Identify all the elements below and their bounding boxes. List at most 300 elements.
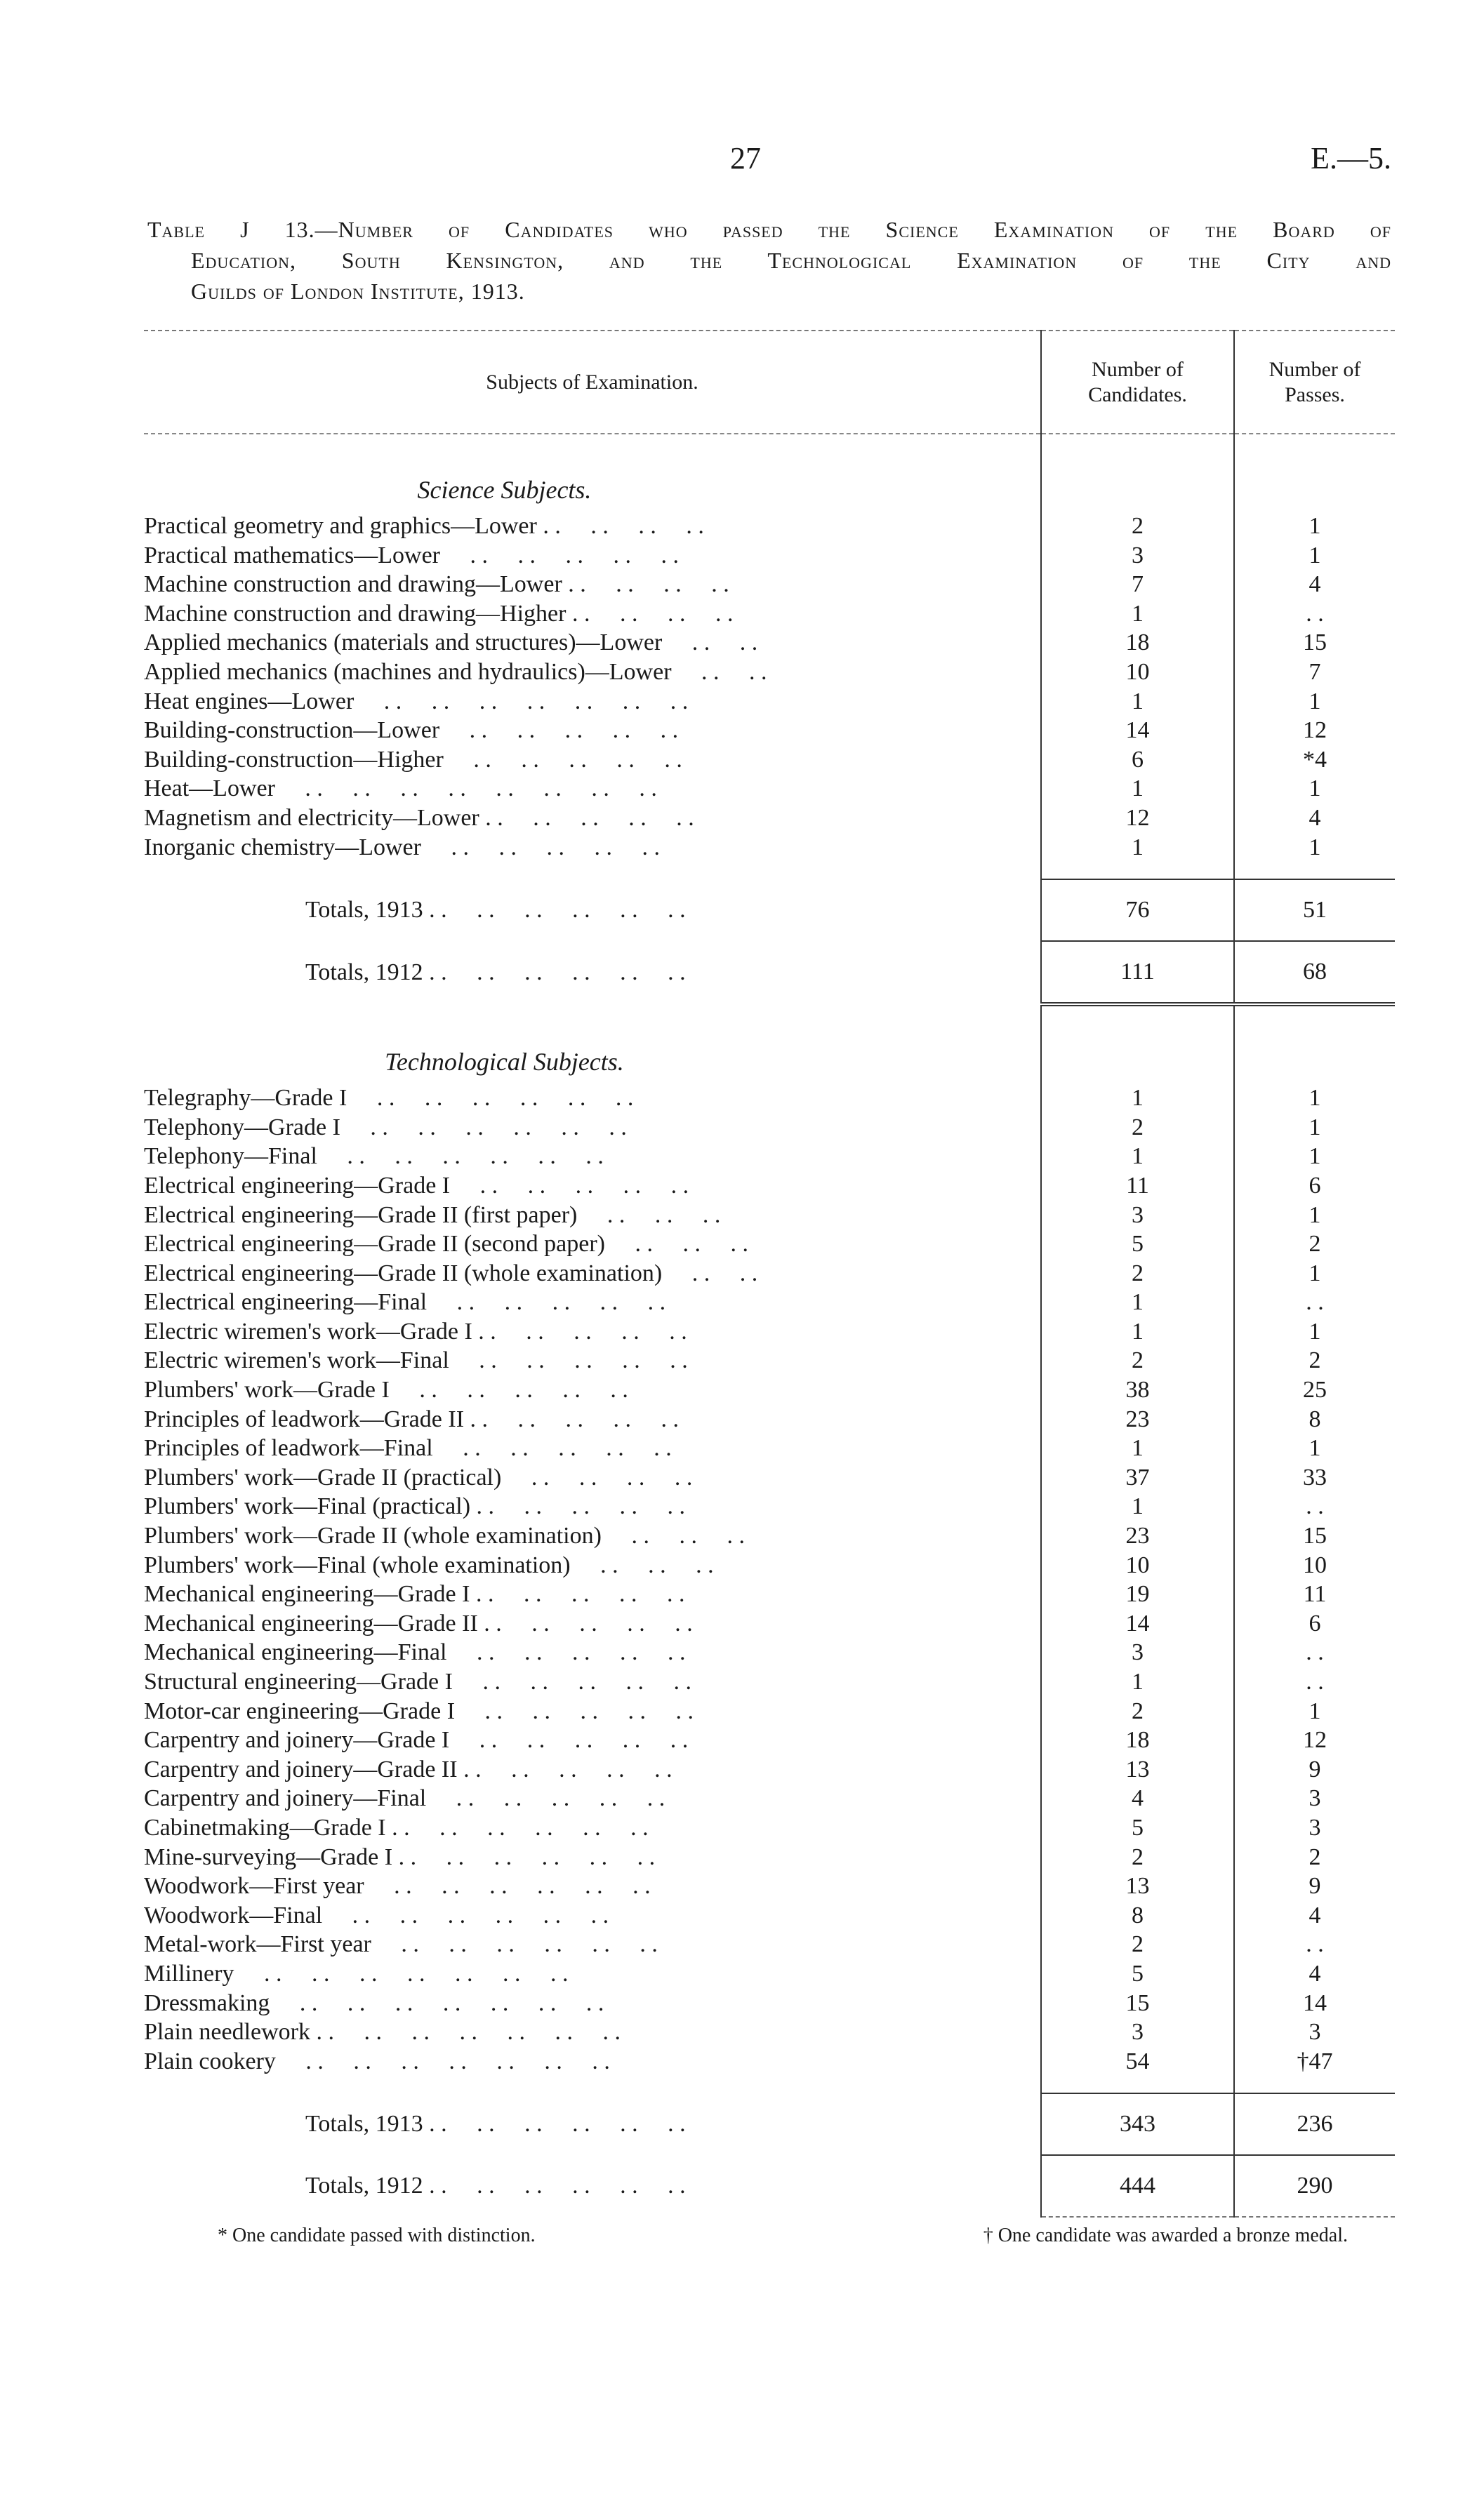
- subject-name: Electric wiremen's work—Grade I: [144, 1318, 472, 1345]
- subject-cell: [144, 599, 1041, 629]
- passes-value: †47: [1234, 2047, 1395, 2076]
- candidates-value: 14: [1041, 1609, 1234, 1639]
- table-row: [144, 1784, 1395, 1813]
- dot-leaders: . . . . . . . . . .: [455, 1698, 694, 1724]
- subject-name: Machine construction and drawing—Lower: [144, 571, 562, 598]
- table-row: [144, 1580, 1395, 1609]
- candidates-column-header: Number of Candidates.: [1041, 331, 1234, 434]
- passes-value: 1: [1234, 1113, 1395, 1142]
- passes-value: . .: [1234, 599, 1395, 629]
- table-row: [144, 1288, 1395, 1317]
- subject-name: Plumbers' work—Grade II (practical): [144, 1464, 502, 1491]
- subject-cell: [144, 1259, 1041, 1288]
- dot-leaders: . . . . . . . . . . . . . .: [234, 1960, 569, 1987]
- table-row: [144, 2018, 1395, 2047]
- table-row: [144, 1142, 1395, 1171]
- candidates-value: 5: [1041, 1959, 1234, 1989]
- subject-cell: [144, 1434, 1041, 1463]
- candidates-value: 1: [1041, 687, 1234, 716]
- passes-value: 1: [1234, 1142, 1395, 1171]
- table-row: [144, 1405, 1395, 1434]
- candidates-value: 6: [1041, 745, 1234, 775]
- candidates-value: 2: [1041, 1930, 1234, 1959]
- dot-leaders: . . . . . .: [601, 1523, 745, 1549]
- subject-name: Carpentry and joinery—Grade II: [144, 1756, 458, 1782]
- totals-label: Totals, 1913 . . . . . . . . . . . .: [305, 897, 686, 924]
- dot-leaders: . . . . . . . . . . . .: [340, 1114, 627, 1140]
- subject-name: Applied mechanics (machines and hydraulics)—Lower: [144, 658, 672, 685]
- subject-cell: [144, 1784, 1041, 1813]
- subject-cell: [144, 1405, 1041, 1434]
- passes-value: 6: [1234, 1171, 1395, 1201]
- dot-leaders: . . . . . . . . . . . .: [423, 2111, 686, 2138]
- candidates-value: 2: [1041, 1843, 1234, 1872]
- table-row: [144, 1551, 1395, 1580]
- candidates-value: 12: [1041, 804, 1234, 833]
- candidates-value: 2: [1041, 1113, 1234, 1142]
- passes-value: 9: [1234, 1755, 1395, 1785]
- subject-cell: [144, 1521, 1041, 1551]
- subject-name: Principles of leadwork—Grade II: [144, 1406, 465, 1432]
- subject-name: Woodwork—Final: [144, 1902, 323, 1928]
- subject-cell: [144, 1551, 1041, 1580]
- subject-cell: [144, 1229, 1041, 1259]
- table-row: [144, 1726, 1395, 1755]
- dot-leaders: . . . . . . . . . .: [479, 804, 694, 831]
- subject-name: Telephony—Final: [144, 1143, 317, 1170]
- passes-value: 4: [1234, 804, 1395, 833]
- passes-value: 10: [1234, 1551, 1395, 1580]
- table-row: [144, 1201, 1395, 1230]
- candidates-value: 5: [1041, 1813, 1234, 1843]
- subject-cell: [144, 833, 1041, 862]
- table-row: [144, 1259, 1395, 1288]
- table-row: [144, 1317, 1395, 1347]
- totals-label: Totals, 1912 . . . . . . . . . . . .: [305, 959, 686, 986]
- subject-name: Electrical engineering—Grade II (second paper): [144, 1231, 605, 1258]
- dot-leaders: . . . . . . . . . . . . . .: [270, 1989, 604, 2016]
- candidates-value: 2: [1041, 1259, 1234, 1288]
- candidates-value: 1: [1041, 1288, 1234, 1317]
- passes-value: 12: [1234, 716, 1395, 745]
- table-row: [144, 1521, 1395, 1551]
- dot-leaders: . . . . . . . . . .: [420, 834, 660, 860]
- dot-leaders: . . . . . . . . . . . .: [423, 2173, 686, 2199]
- table-row: [144, 833, 1395, 862]
- dot-leaders: . . . . . . . . . .: [449, 1347, 688, 1374]
- subject-cell: [144, 1463, 1041, 1493]
- passes-value: . .: [1234, 1930, 1395, 1959]
- passes-value: 15: [1234, 628, 1395, 658]
- dot-leaders: . . . . . . . . . .: [472, 1318, 687, 1345]
- subject-cell: [144, 1142, 1041, 1171]
- dot-leaders: . . . . . . . . . .: [464, 1406, 680, 1432]
- candidates-value: 1: [1041, 774, 1234, 804]
- subject-name: Cabinetmaking—Grade I: [144, 1814, 386, 1841]
- subject-cell: [144, 1113, 1041, 1142]
- page-number: 27: [730, 141, 761, 175]
- total-candidates: 444: [1041, 2155, 1234, 2217]
- candidates-value: 1: [1041, 833, 1234, 862]
- table-row: [144, 1375, 1395, 1405]
- candidates-value: 3: [1041, 541, 1234, 571]
- table-row: [144, 1346, 1395, 1375]
- candidates-value: 3: [1041, 1201, 1234, 1230]
- candidates-value: 11: [1041, 1171, 1234, 1201]
- subject-name: Electrical engineering—Final: [144, 1289, 428, 1316]
- candidates-value: 1: [1041, 1142, 1234, 1171]
- subject-cell: [144, 716, 1041, 745]
- dot-leaders: . . . . . . . . . . . . . .: [310, 2019, 621, 2046]
- totals-label: Totals, 1913 . . . . . . . . . . . .: [305, 2111, 686, 2138]
- candidates-value: 10: [1041, 1551, 1234, 1580]
- passes-value: . .: [1234, 1492, 1395, 1521]
- subject-cell: [144, 1609, 1041, 1639]
- table-row: [144, 599, 1395, 629]
- footnotes: [218, 2225, 1348, 2247]
- passes-value: 14: [1234, 1989, 1395, 2018]
- subject-name: Plumbers' work—Grade I: [144, 1377, 390, 1404]
- dot-leaders: . . . . . . . . . . . .: [317, 1143, 604, 1170]
- subject-cell: [144, 1697, 1041, 1726]
- passes-value: 3: [1234, 1813, 1395, 1843]
- passes-value: 1: [1234, 512, 1395, 541]
- subject-cell: [144, 1346, 1041, 1375]
- passes-value: *4: [1234, 745, 1395, 775]
- passes-value: 1: [1234, 1317, 1395, 1347]
- dot-leaders: . . . . . . . . . .: [452, 1669, 691, 1695]
- technological-subjects-totals-1912-row: [144, 2155, 1395, 2217]
- dot-leaders: . . . . . . . .: [562, 571, 729, 598]
- dot-leaders: . . . . . .: [570, 1552, 714, 1578]
- candidates-value: 14: [1041, 716, 1234, 745]
- subject-name: Telephony—Grade I: [144, 1114, 340, 1140]
- subject-cell: [144, 1638, 1041, 1667]
- dot-leaders: . . . . . .: [577, 1201, 721, 1228]
- technological-subjects-heading-row: [144, 1004, 1395, 1084]
- subject-cell: [144, 658, 1041, 687]
- table-row: [144, 1989, 1395, 2018]
- subject-cell: [144, 1755, 1041, 1785]
- total-passes: 236: [1234, 2093, 1395, 2155]
- dot-leaders: . . . . . . . . . . . . . .: [275, 2048, 610, 2074]
- subject-cell: [144, 1317, 1041, 1347]
- column-header-row: [144, 331, 1395, 434]
- table-row: [144, 1113, 1395, 1142]
- candidates-value: 15: [1041, 1989, 1234, 2018]
- footnote-bronze-medal: † One candidate was awarded a bronze medal.: [983, 2225, 1348, 2246]
- subject-cell: [144, 1288, 1041, 1317]
- subject-cell: [144, 1872, 1041, 1901]
- passes-value: . .: [1234, 1288, 1395, 1317]
- subject-name: Building-construction—Lower: [144, 717, 440, 744]
- subject-name: Metal-work—First year: [144, 1931, 371, 1958]
- passes-value: 4: [1234, 1901, 1395, 1931]
- table-row: [144, 687, 1395, 716]
- candidates-value: 13: [1041, 1872, 1234, 1901]
- candidates-value: 4: [1041, 1784, 1234, 1813]
- subject-name: Practical geometry and graphics—Lower: [144, 513, 537, 539]
- candidates-value: 1: [1041, 599, 1234, 629]
- technological-subjects-totals-1913-row: [144, 2093, 1395, 2155]
- subject-cell: [144, 541, 1041, 571]
- subject-name: Mine-surveying—Grade I: [144, 1844, 393, 1870]
- table-row: [144, 2047, 1395, 2076]
- passes-value: 12: [1234, 1726, 1395, 1755]
- candidates-value: 1: [1041, 1317, 1234, 1347]
- subject-name: Electrical engineering—Grade II (first paper): [144, 1201, 578, 1228]
- subject-cell: [144, 687, 1041, 716]
- subject-cell: [144, 1492, 1041, 1521]
- passes-value: 1: [1234, 1697, 1395, 1726]
- passes-value: . .: [1234, 1667, 1395, 1697]
- subject-name: Inorganic chemistry—Lower: [144, 834, 421, 860]
- dot-leaders: . . . . . . . . . .: [426, 1785, 665, 1812]
- total-candidates: 111: [1041, 941, 1234, 1004]
- total-candidates: 76: [1041, 879, 1234, 941]
- passes-value: 1: [1234, 1259, 1395, 1288]
- dot-leaders: . . . . . . . .: [501, 1464, 693, 1491]
- table-row: [144, 1492, 1395, 1521]
- passes-value: 15: [1234, 1521, 1395, 1551]
- dot-leaders: . . . . . . . . . .: [432, 1435, 672, 1462]
- table-row: [144, 1930, 1395, 1959]
- candidates-value: 23: [1041, 1405, 1234, 1434]
- subject-name: Heat engines—Lower: [144, 688, 355, 714]
- subject-cell: [144, 570, 1041, 599]
- table-row: [144, 1171, 1395, 1201]
- candidates-value: 1: [1041, 1434, 1234, 1463]
- passes-value: 6: [1234, 1609, 1395, 1639]
- subject-name: Machine construction and drawing—Higher: [144, 600, 567, 627]
- subject-cell: [144, 2018, 1041, 2047]
- passes-value: 1: [1234, 1201, 1395, 1230]
- table-row: [144, 1901, 1395, 1931]
- subject-name: Carpentry and joinery—Final: [144, 1785, 427, 1812]
- subject-name: Woodwork—First year: [144, 1873, 364, 1900]
- document-reference: E.—5.: [1311, 141, 1391, 175]
- candidates-value: 2: [1041, 1346, 1234, 1375]
- totals-label: Totals, 1912 . . . . . . . . . . . .: [305, 2173, 686, 2199]
- caption-line-3: Guilds of London Institute, 1913.: [191, 279, 525, 304]
- subject-name: Plain needlework: [144, 2019, 310, 2046]
- passes-value: 1: [1234, 541, 1395, 571]
- table-caption: [147, 214, 1391, 307]
- science-subjects-totals-1912-row: [144, 941, 1395, 1004]
- table-body: [144, 434, 1395, 2217]
- table-row: [144, 1463, 1395, 1493]
- passes-value: 7: [1234, 658, 1395, 687]
- subject-name: Plumbers' work—Final (whole examination): [144, 1552, 571, 1578]
- subject-name: Mechanical engineering—Grade I: [144, 1581, 470, 1608]
- candidates-value: 10: [1041, 658, 1234, 687]
- table-row: [144, 745, 1395, 775]
- passes-value: . .: [1234, 1638, 1395, 1667]
- subject-name: Structural engineering—Grade I: [144, 1669, 453, 1695]
- subject-name: Telegraphy—Grade I: [144, 1085, 347, 1112]
- total-passes: 290: [1234, 2155, 1395, 2217]
- subject-name: Mechanical engineering—Final: [144, 1639, 447, 1666]
- dot-leaders: . . . . . . . . . . . .: [385, 1814, 649, 1841]
- table-row: [144, 1229, 1395, 1259]
- passes-column-header: Number of Passes.: [1234, 331, 1395, 434]
- subject-name: Principles of leadwork—Final: [144, 1435, 433, 1462]
- dot-leaders: . . . . . . . . . . . .: [371, 1931, 658, 1958]
- subject-cell: [144, 1843, 1041, 1872]
- table-row: [144, 1959, 1395, 1989]
- subject-cell: [144, 1084, 1041, 1113]
- table-row: [144, 1609, 1395, 1639]
- table-row: [144, 1843, 1395, 1872]
- subject-cell: [144, 1667, 1041, 1697]
- dot-leaders: . . . . . . . . . . . .: [423, 959, 686, 986]
- dot-leaders: . . . . . . . . . .: [443, 746, 682, 773]
- subject-name: Plumbers' work—Grade II (whole examination): [144, 1523, 602, 1549]
- subject-name: Heat—Lower: [144, 775, 275, 802]
- total-passes: 51: [1234, 879, 1395, 941]
- subject-name: Plain cookery: [144, 2048, 276, 2074]
- subject-name: Building-construction—Higher: [144, 746, 444, 773]
- subject-name: Electric wiremen's work—Final: [144, 1347, 449, 1374]
- candidates-value: 18: [1041, 1726, 1234, 1755]
- table-row: [144, 774, 1395, 804]
- passes-value: 1: [1234, 687, 1395, 716]
- dot-leaders: . . . . . . . . . . . . . . . .: [274, 775, 657, 802]
- subject-name: Electrical engineering—Grade II (whole examination): [144, 1260, 663, 1286]
- dot-leaders: . . . . . . . . . .: [389, 1377, 628, 1404]
- table-row: [144, 1755, 1395, 1785]
- passes-value: 3: [1234, 2018, 1395, 2047]
- candidates-value: 2: [1041, 512, 1234, 541]
- subject-cell: [144, 1959, 1041, 1989]
- table-row: [144, 628, 1395, 658]
- total-candidates: 343: [1041, 2093, 1234, 2155]
- subject-cell: [144, 1375, 1041, 1405]
- dot-leaders: . . . . . .: [605, 1231, 748, 1258]
- passes-value: 1: [1234, 1084, 1395, 1113]
- subject-name: Practical mathematics—Lower: [144, 542, 440, 568]
- dot-leaders: . . . . . . . . . .: [470, 1581, 685, 1608]
- dot-leaders: . . . . . . . . . . . . . .: [354, 688, 689, 714]
- candidates-value: 3: [1041, 1638, 1234, 1667]
- subject-cell: [144, 512, 1041, 541]
- table-row: [144, 716, 1395, 745]
- dot-leaders: . . . . . . . . . .: [440, 542, 679, 568]
- table-row: [144, 541, 1395, 571]
- subject-name: Mechanical engineering—Grade II: [144, 1610, 478, 1636]
- candidates-value: 1: [1041, 1492, 1234, 1521]
- dot-leaders: . . . . . . . . . . . .: [364, 1873, 651, 1900]
- dot-leaders: . . . . . . . . . . . .: [392, 1844, 656, 1870]
- table-row: [144, 1872, 1395, 1901]
- passes-value: 2: [1234, 1346, 1395, 1375]
- subject-cell: [144, 1171, 1041, 1201]
- dot-leaders: . . . .: [662, 629, 758, 656]
- total-passes: 68: [1234, 941, 1395, 1004]
- subject-name: Magnetism and electricity—Lower: [144, 804, 479, 831]
- candidates-value: 54: [1041, 2047, 1234, 2076]
- subject-cell: [144, 1989, 1041, 2018]
- dot-leaders: . . . . . . . . . .: [450, 1172, 689, 1199]
- subject-cell: [144, 1726, 1041, 1755]
- subject-name: Carpentry and joinery—Grade I: [144, 1727, 450, 1754]
- subject-name: Plumbers' work—Final (practical): [144, 1493, 471, 1520]
- subject-cell: [144, 745, 1041, 775]
- table-row: [144, 512, 1395, 541]
- table-row: [144, 804, 1395, 833]
- passes-value: 4: [1234, 1959, 1395, 1989]
- subject-name: Millinery: [144, 1960, 234, 1987]
- science-subjects-totals-1913-row: [144, 879, 1395, 941]
- candidates-value: 2: [1041, 1697, 1234, 1726]
- subject-name: Dressmaking: [144, 1989, 270, 2016]
- dot-leaders: . . . . . . . . . .: [449, 1727, 689, 1754]
- passes-value: 2: [1234, 1229, 1395, 1259]
- dot-leaders: . . . . . . . .: [566, 600, 734, 627]
- passes-value: 25: [1234, 1375, 1395, 1405]
- candidates-value: 38: [1041, 1375, 1234, 1405]
- subject-cell: [144, 804, 1041, 833]
- table-row: [144, 570, 1395, 599]
- subject-cell: [144, 2047, 1041, 2076]
- dot-leaders: . . . . . . . . . .: [446, 1639, 686, 1666]
- passes-value: 9: [1234, 1872, 1395, 1901]
- passes-value: 33: [1234, 1463, 1395, 1493]
- candidates-value: 18: [1041, 628, 1234, 658]
- dot-leaders: . . . . . . . . . . . .: [423, 897, 686, 924]
- dot-leaders: . . . . . . . . . .: [427, 1289, 666, 1316]
- subject-cell: [144, 1813, 1041, 1843]
- subjects-column-header: Subjects of Examination.: [144, 331, 1041, 434]
- passes-value: 11: [1234, 1580, 1395, 1609]
- subject-cell: [144, 1201, 1041, 1230]
- passes-value: 4: [1234, 570, 1395, 599]
- subject-name: Motor-car engineering—Grade I: [144, 1698, 456, 1724]
- candidates-value: 37: [1041, 1463, 1234, 1493]
- dot-leaders: . . . . . . . . . .: [439, 717, 679, 744]
- caption-line-1: Table J 13.—Number of Candidates who passed the Science Examination of the Board of: [147, 217, 1391, 242]
- subject-cell: [144, 1930, 1041, 1959]
- examination-table: [144, 330, 1395, 2218]
- subject-name: Electrical engineering—Grade I: [144, 1172, 451, 1199]
- passes-value: 3: [1234, 1784, 1395, 1813]
- table-row: [144, 1638, 1395, 1667]
- technological-subjects-title: Technological Subjects.: [385, 1048, 624, 1076]
- dot-leaders: . . . .: [662, 1260, 758, 1286]
- passes-value: 2: [1234, 1843, 1395, 1872]
- passes-value: 1: [1234, 774, 1395, 804]
- candidates-value: 5: [1041, 1229, 1234, 1259]
- passes-value: 8: [1234, 1405, 1395, 1434]
- science-subjects-title: Science Subjects.: [417, 476, 592, 504]
- passes-value: 1: [1234, 1434, 1395, 1463]
- table-row: [144, 1813, 1395, 1843]
- dot-leaders: . . . . . . . . . . . .: [322, 1902, 609, 1928]
- candidates-value: 23: [1041, 1521, 1234, 1551]
- candidates-value: 13: [1041, 1755, 1234, 1785]
- caption-line-2: Education, South Kensington, and the Technological Examination of the City and: [191, 248, 1391, 273]
- table-row: [144, 1084, 1395, 1113]
- dot-leaders: . . . . . . . .: [536, 513, 704, 539]
- subject-cell: [144, 1901, 1041, 1931]
- candidates-value: 8: [1041, 1901, 1234, 1931]
- dot-leaders: . . . . . . . . . .: [477, 1610, 693, 1636]
- subject-cell: [144, 1580, 1041, 1609]
- subject-cell: [144, 774, 1041, 804]
- subject-name: Applied mechanics (materials and structures)—Lower: [144, 629, 663, 656]
- candidates-value: 1: [1041, 1084, 1234, 1113]
- science-subjects-heading-row: [144, 434, 1395, 512]
